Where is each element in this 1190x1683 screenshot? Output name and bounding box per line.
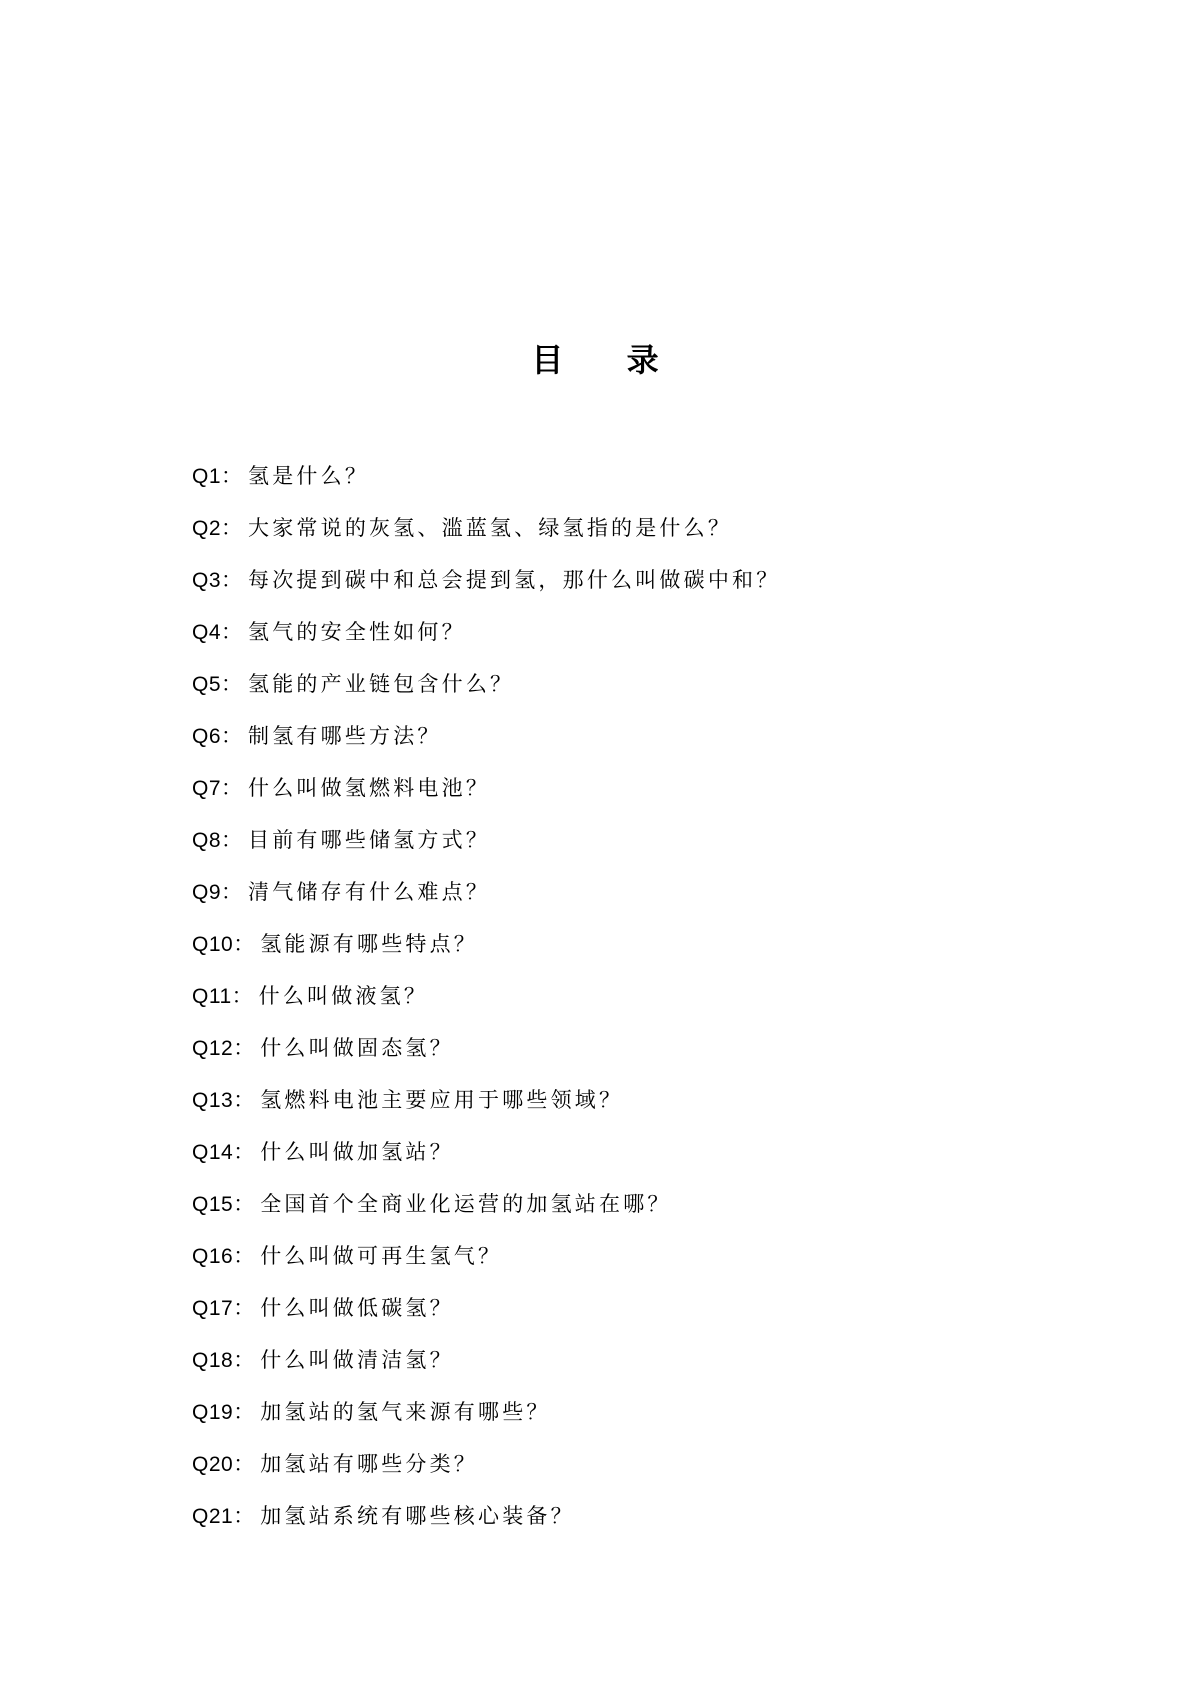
toc-item-q19[interactable] [192, 1394, 1092, 1446]
toc-item-separator: ： [221, 828, 243, 852]
toc-item-separator: ： [221, 776, 243, 800]
toc-item-separator: ： [221, 516, 243, 540]
toc-item-q13[interactable] [192, 1082, 1092, 1134]
toc-item-number: Q17 [192, 1297, 234, 1320]
toc-item-q18[interactable] [192, 1342, 1092, 1394]
toc-item-number: Q18 [192, 1349, 234, 1372]
toc-item-text: 什么叫做固态氢？ [260, 1036, 454, 1060]
toc-item-separator: ： [221, 620, 243, 644]
toc-item-separator: ： [233, 1088, 255, 1112]
toc-item-q8[interactable] [192, 822, 1092, 874]
toc-item-q9[interactable] [192, 874, 1092, 926]
page-title: 目 录 [531, 341, 685, 379]
toc-item-text: 制氢有哪些方法？ [248, 724, 442, 748]
toc-item-text: 氢能源有哪些特点？ [260, 932, 479, 956]
toc-item-separator: ： [221, 672, 243, 696]
toc-item-separator: ： [233, 1192, 255, 1216]
toc-item-number: Q2 [192, 517, 222, 540]
toc-item-number: Q16 [192, 1245, 234, 1268]
toc-item-q21[interactable] [192, 1498, 1092, 1550]
toc-item-separator: ： [233, 1296, 255, 1320]
toc-item-q1[interactable] [192, 458, 1092, 510]
toc-item-number: Q1 [192, 465, 222, 488]
toc-item-number: Q3 [192, 569, 222, 592]
toc-item-q10[interactable] [192, 926, 1092, 978]
toc-item-q14[interactable] [192, 1134, 1092, 1186]
toc-item-text: 什么叫做低碳氢？ [260, 1296, 454, 1320]
toc-item-text: 每次提到碳中和总会提到氢，那什么叫做碳中和？ [248, 568, 781, 592]
toc-item-q3[interactable] [192, 562, 1092, 614]
toc-item-number: Q9 [192, 881, 222, 904]
toc-item-separator: ： [221, 880, 243, 904]
toc-item-text: 氢燃料电池主要应用于哪些领域？ [260, 1088, 624, 1112]
toc-item-text: 什么叫做加氢站？ [260, 1140, 454, 1164]
toc-item-separator: ： [221, 724, 243, 748]
toc-item-number: Q6 [192, 725, 222, 748]
table-of-contents [192, 458, 1092, 1550]
toc-item-number: Q12 [192, 1037, 234, 1060]
toc-item-text: 加氢站的氢气来源有哪些？ [260, 1400, 551, 1424]
toc-item-separator: ： [231, 984, 253, 1008]
toc-item-number: Q5 [192, 673, 222, 696]
toc-item-q15[interactable] [192, 1186, 1092, 1238]
toc-item-text: 氢气的安全性如何？ [248, 620, 466, 644]
toc-item-q6[interactable] [192, 718, 1092, 770]
toc-item-text: 加氢站有哪些分类？ [260, 1452, 479, 1476]
toc-item-q16[interactable] [192, 1238, 1092, 1290]
toc-item-text: 氢是什么？ [248, 464, 370, 488]
toc-item-number: Q7 [192, 777, 222, 800]
toc-item-separator: ： [233, 1452, 255, 1476]
toc-item-separator: ： [233, 1348, 255, 1372]
toc-item-number: Q15 [192, 1193, 234, 1216]
toc-item-text: 什么叫做氢燃料电池？ [248, 776, 491, 800]
toc-item-number: Q10 [192, 933, 234, 956]
toc-item-separator: ： [221, 568, 243, 592]
toc-item-separator: ： [233, 1400, 255, 1424]
toc-item-separator: ： [233, 932, 255, 956]
toc-item-q4[interactable] [192, 614, 1092, 666]
toc-item-q20[interactable] [192, 1446, 1092, 1498]
toc-item-separator: ： [233, 1140, 255, 1164]
toc-item-text: 什么叫做清洁氢？ [260, 1348, 454, 1372]
toc-item-q5[interactable] [192, 666, 1092, 718]
toc-item-text: 大家常说的灰氢、滥蓝氢、绿氢指的是什么？ [248, 516, 733, 540]
toc-item-text: 加氢站系统有哪些核心装备？ [260, 1504, 575, 1528]
toc-item-number: Q20 [192, 1453, 234, 1476]
toc-item-separator: ： [233, 1504, 255, 1528]
toc-item-text: 清气储存有什么难点？ [248, 880, 491, 904]
toc-item-number: Q14 [192, 1141, 234, 1164]
toc-item-number: Q21 [192, 1505, 234, 1528]
toc-item-text: 什么叫做可再生氢气？ [260, 1244, 503, 1268]
toc-item-number: Q8 [192, 829, 222, 852]
toc-item-number: Q19 [192, 1401, 234, 1424]
toc-item-q11[interactable] [192, 978, 1092, 1030]
toc-item-text: 全国首个全商业化运营的加氢站在哪？ [260, 1192, 672, 1216]
toc-item-text: 氢能的产业链包含什么？ [248, 672, 515, 696]
toc-item-number: Q4 [192, 621, 222, 644]
toc-item-separator: ： [233, 1036, 255, 1060]
toc-item-q17[interactable] [192, 1290, 1092, 1342]
toc-item-text: 目前有哪些储氢方式？ [248, 828, 491, 852]
toc-item-number: Q11 [192, 985, 232, 1008]
toc-item-q12[interactable] [192, 1030, 1092, 1082]
toc-item-text: 什么叫做液氢？ [258, 984, 429, 1008]
toc-item-separator: ： [233, 1244, 255, 1268]
toc-item-q2[interactable] [192, 510, 1092, 562]
toc-item-number: Q13 [192, 1089, 234, 1112]
toc-item-q7[interactable] [192, 770, 1092, 822]
toc-item-separator: ： [221, 464, 243, 488]
